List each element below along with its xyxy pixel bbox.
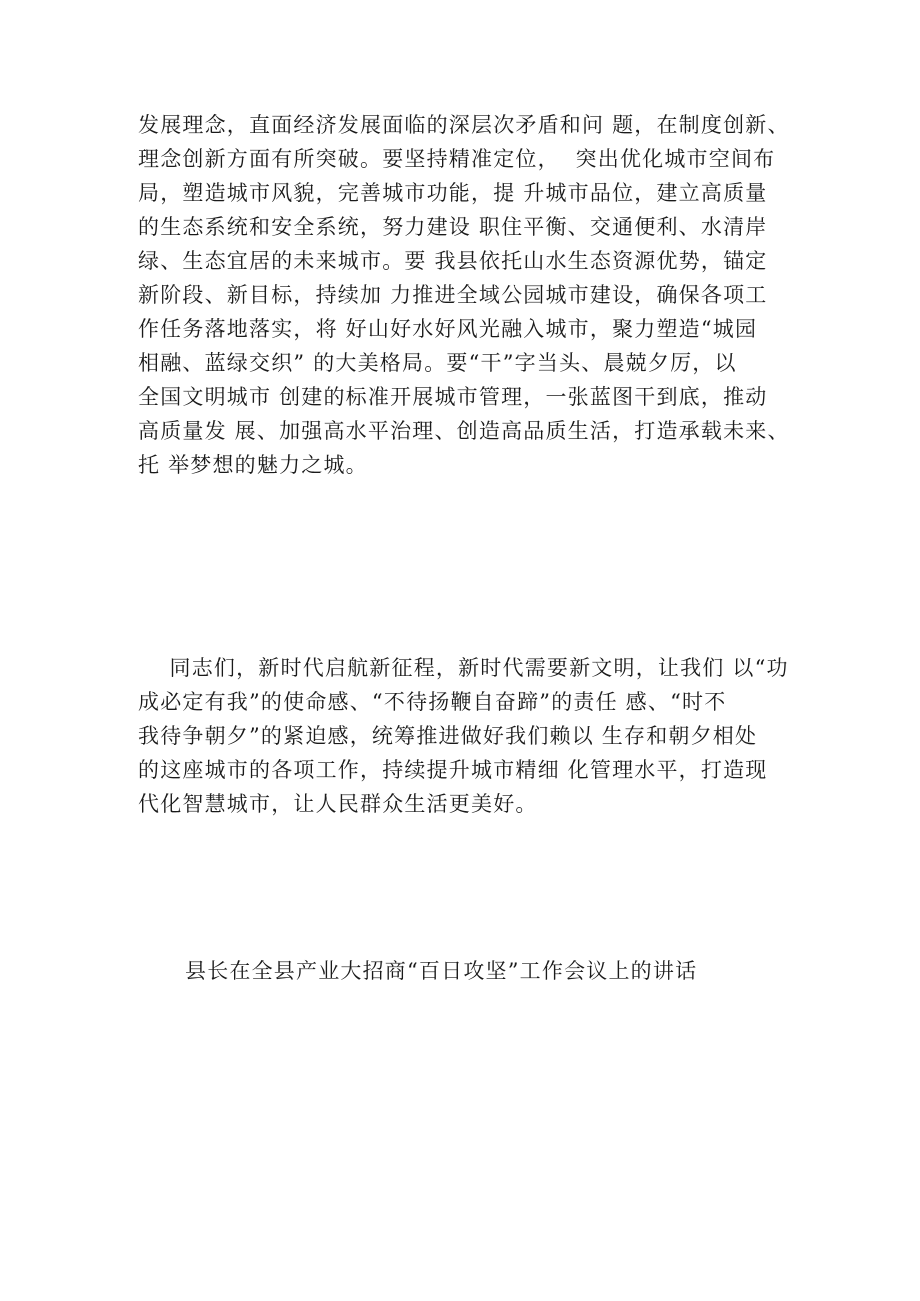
text-line: 高质量发 展、加强高水平治理、创造高品质生活，打造承载未来、 <box>138 419 790 443</box>
body-paragraph-2 <box>138 651 798 821</box>
text-line: 新阶段、新目标，持续加 力推进全域公园城市建设，确保各项工 <box>138 283 768 307</box>
text-line: 发展理念，直面经济发展面临的深层次矛盾和问 题，在制度创新、 <box>138 113 790 137</box>
next-speech-title: 县长在全县产业大招商“百日攻坚”工作会议上的讲话 <box>185 959 698 983</box>
text-line: 作任务落地落实，将 好山好水好风光融入城市，聚力塑造“城园 <box>138 317 758 341</box>
text-line: 成必定有我”的使命感、“不待扬鞭自奋蹄”的责任 感、“时不 <box>138 690 727 714</box>
text-line: 全国文明城市 创建的标准开展城市管理，一张蓝图干到底，推动 <box>138 385 768 409</box>
text-line: 绿、生态宜居的未来城市。要 我县依托山水生态资源优势，锚定 <box>138 249 768 273</box>
text-line: 相融、蓝绿交织” 的大美格局。要“干”字当头、晨兢夕厉，以 <box>138 351 737 375</box>
text-line: 我待争朝夕”的紧迫感，统筹推进做好我们赖以 生存和朝夕相处 <box>138 724 758 748</box>
text-line: 同志们，新时代启航新征程，新时代需要新文明，让我们 以“功 <box>138 656 789 680</box>
text-line: 托 举梦想的魅力之城。 <box>138 453 368 477</box>
text-line: 代化智慧城市，让人民群众生活更美好。 <box>138 792 538 816</box>
text-line: 理念创新方面有所突破。要坚持精准定位， 突出优化城市空间布 <box>138 147 776 171</box>
text-line: 的生态系统和安全系统，努力建设 职住平衡、交通便利、水清岸 <box>138 215 768 239</box>
body-paragraph-1 <box>138 108 798 482</box>
text-line: 的这座城市的各项工作，持续提升城市精细 化管理水平，打造现 <box>138 758 768 782</box>
text-line: 局，塑造城市风貌，完善城市功能，提 升城市品位，建立高质量 <box>138 181 768 205</box>
